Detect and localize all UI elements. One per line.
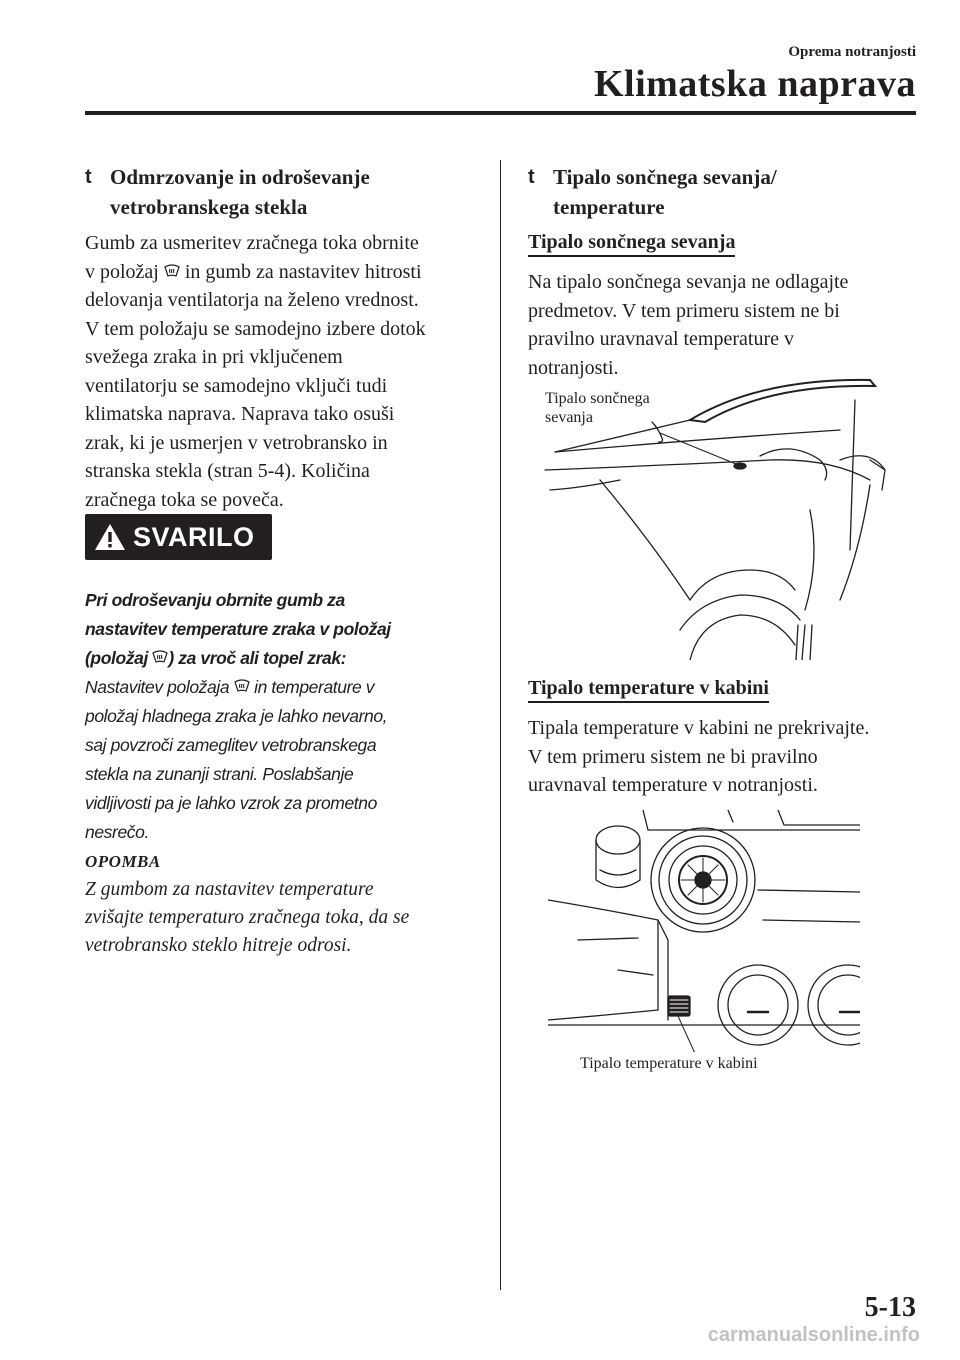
warning-line: stekla na zunanji strani. Poslabšanje	[85, 764, 354, 784]
header-rule	[85, 111, 916, 115]
warning-line	[85, 673, 490, 702]
figure-label-line: Tipalo sončnega	[545, 390, 650, 407]
paragraph-line: predmetov. V tem primeru sistem ne bi	[528, 299, 840, 322]
paragraph-line: stranska stekla (stran 5-4). Količina	[85, 460, 370, 482]
warning-text-span: in temperature v	[254, 677, 375, 697]
warning-line	[85, 644, 490, 673]
warning-line: vidljivosti pa je lahko vzrok za prometno	[85, 793, 377, 813]
note-line: zvišajte temperaturo zračnega toka, da se	[85, 907, 410, 928]
bullet-marker: t	[85, 166, 92, 188]
warning-label: SVARILO	[133, 521, 255, 552]
sun-sensor-illustration	[540, 370, 915, 660]
paragraph-line: notranjosti.	[528, 356, 619, 379]
warning-line: nastavitev temperature zraka v položaj	[85, 619, 391, 639]
paragraph-line: Tipala temperature v kabini ne prekrivajte.	[528, 717, 870, 739]
paragraph-line: Na tipalo sončnega sevanja ne odlagajte	[528, 271, 849, 293]
warning-text	[85, 586, 490, 847]
paragraph-text: in gumb za nastavitev hitrosti	[184, 260, 422, 283]
warning-line: položaj hladnega zraka je lahko nevarno,	[85, 706, 388, 726]
note-line: vetrobransko steklo hitreje odrosi.	[85, 935, 352, 956]
subheading-sun-sensor-wrap	[528, 230, 735, 257]
figure-label-cabin-sensor: Tipalo temperature v kabini	[580, 1055, 758, 1072]
paragraph-line: Gumb za usmeritev zračnega toka obrnite	[85, 232, 419, 254]
warning-text-span: ) za vroč ali topel zrak:	[168, 648, 347, 668]
paragraph-text: v položaj	[85, 260, 159, 283]
paragraph-line: ventilatorju se samodejno vključi tudi	[85, 374, 388, 397]
warning-badge	[85, 514, 272, 560]
heading-line: Odmrzovanje in odroševanje	[110, 165, 370, 189]
paragraph-line: zračnega toka se poveča.	[85, 488, 284, 511]
page-title: Klimatska naprava	[593, 63, 916, 105]
subheading-sun-sensor: Tipalo sončnega sevanja	[528, 230, 735, 257]
heading-line: temperature	[553, 195, 665, 219]
section-heading-sensors	[553, 162, 913, 222]
windshield-defrost-icon	[234, 678, 250, 694]
figure-label-sun-sensor	[545, 390, 650, 426]
sun-sensor-paragraph	[528, 268, 913, 382]
cabin-sensor-paragraph	[528, 714, 923, 800]
warning-line: Pri odroševanju obrnite gumb za	[85, 590, 345, 610]
figure-label-line: sevanja	[545, 409, 593, 426]
paragraph-line: klimatska naprava. Naprava tako osuši	[85, 403, 395, 425]
paragraph-line: svežega zraka in pri vključenem	[85, 346, 343, 368]
note-title: OPOMBA	[85, 852, 161, 871]
warning-text-span: Nastavitev položaja	[85, 677, 230, 697]
windshield-defrost-icon	[152, 649, 168, 665]
bullet-marker: t	[528, 166, 535, 188]
windshield-defrost-icon	[164, 263, 180, 279]
heading-line: Tipalo sončnega sevanja/	[553, 165, 777, 189]
warning-triangle-icon	[93, 522, 127, 552]
defrost-paragraph	[85, 229, 485, 514]
paragraph-line: zrak, ki je usmerjen v vetrobransko in	[85, 431, 388, 454]
watermark: carmanualsonline.info	[707, 1324, 920, 1346]
subheading-cabin-sensor-wrap	[528, 676, 769, 703]
note-line: Z gumbom za nastavitev temperature	[85, 879, 374, 900]
warning-line: nesrečo.	[85, 822, 149, 842]
warning-text-span: (položaj	[85, 648, 148, 668]
paragraph-line	[85, 258, 485, 287]
note-block	[85, 852, 490, 960]
warning-line: saj povzroči zameglitev vetrobranskega	[85, 735, 377, 755]
column-divider	[500, 160, 501, 1290]
section-heading-defrost	[110, 162, 490, 222]
paragraph-line: pravilno uravnaval temperature v	[528, 328, 794, 350]
page-number: 5-13	[864, 1292, 916, 1323]
cabin-sensor-illustration	[548, 810, 860, 1080]
paragraph-line: V tem primeru sistem ne bi pravilno	[528, 745, 818, 768]
header-section-title: Oprema notranjosti	[788, 44, 916, 60]
paragraph-line: delovanja ventilatorja na želeno vrednost.	[85, 289, 419, 311]
paragraph-line: V tem položaju se samodejno izbere dotok	[85, 317, 426, 340]
heading-line: vetrobranskega stekla	[110, 195, 308, 219]
subheading-cabin-sensor: Tipalo temperature v kabini	[528, 676, 769, 703]
paragraph-line: uravnaval temperature v notranjosti.	[528, 774, 818, 796]
